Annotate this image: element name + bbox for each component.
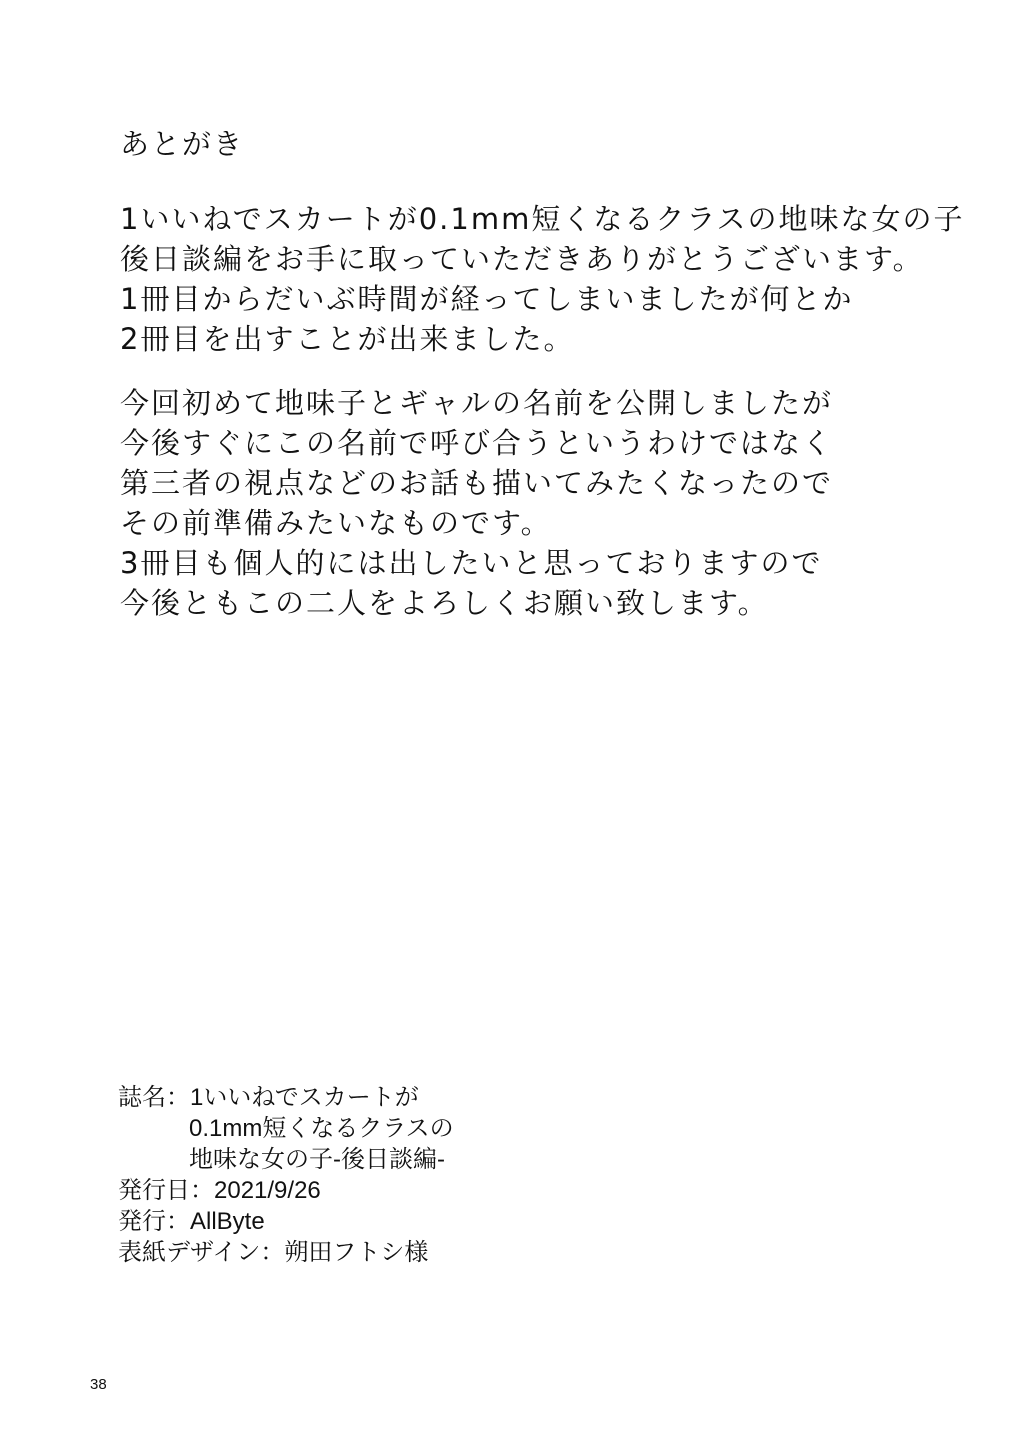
- colophon-title-value: 地味な女の子-後日談編-: [189, 1146, 445, 1173]
- colophon-title-row: [118, 1082, 454, 1113]
- paragraph-line: 1冊目からだいぶ時間が経ってしまいましたが何とか: [120, 282, 854, 316]
- paragraph-line: 第三者の視点などのお話も描いてみたくなったので: [120, 466, 834, 500]
- paragraph-line: 今後ともこの二人をよろしくお願い致します。: [120, 586, 769, 620]
- page-number: 38: [90, 1376, 107, 1393]
- paragraph-line: 3冊目も個人的には出したいと思っておりますので: [120, 546, 823, 580]
- afterword-paragraph-1: [120, 199, 964, 359]
- colophon-publisher-value: AllByte: [190, 1208, 265, 1235]
- paragraph-line: 後日談編をお手に取っていただきありがとうございます。: [120, 242, 924, 276]
- colophon-date-row: [118, 1175, 454, 1206]
- colophon-title-row: [118, 1144, 454, 1175]
- paragraph-line: 今回初めて地味子とギャルの名前を公開しましたが: [120, 386, 834, 420]
- afterword-paragraph-2: [120, 383, 833, 623]
- colophon-cover-value: 朔田フトシ様: [284, 1239, 429, 1266]
- colophon-title-label: 誌名：: [118, 1084, 190, 1111]
- colophon-publisher-label: 発行：: [118, 1208, 190, 1235]
- colophon-date-label: 発行日：: [118, 1177, 214, 1204]
- colophon-cover-label: 表紙デザイン：: [118, 1239, 285, 1266]
- colophon-publisher-row: [118, 1206, 454, 1237]
- paragraph-line: その前準備みたいなものです。: [120, 506, 552, 540]
- colophon-title-value: 0.1mm短くなるクラスの: [189, 1115, 454, 1142]
- paragraph-line: 2冊目を出すことが出来ました。: [120, 322, 575, 356]
- colophon-date-value: 2021/9/26: [214, 1177, 321, 1204]
- afterword-heading: あとがき: [120, 127, 245, 161]
- paragraph-line: 今後すぐにこの名前で呼び合うというわけではなく: [120, 426, 834, 460]
- paragraph-line: 1いいねでスカートが0.1mm短くなるクラスの地味な女の子: [120, 202, 965, 236]
- colophon-title-row: [118, 1113, 454, 1144]
- colophon-title-value: 1いいねでスカートが: [190, 1084, 419, 1111]
- colophon: [118, 1082, 454, 1268]
- colophon-cover-row: [118, 1237, 454, 1268]
